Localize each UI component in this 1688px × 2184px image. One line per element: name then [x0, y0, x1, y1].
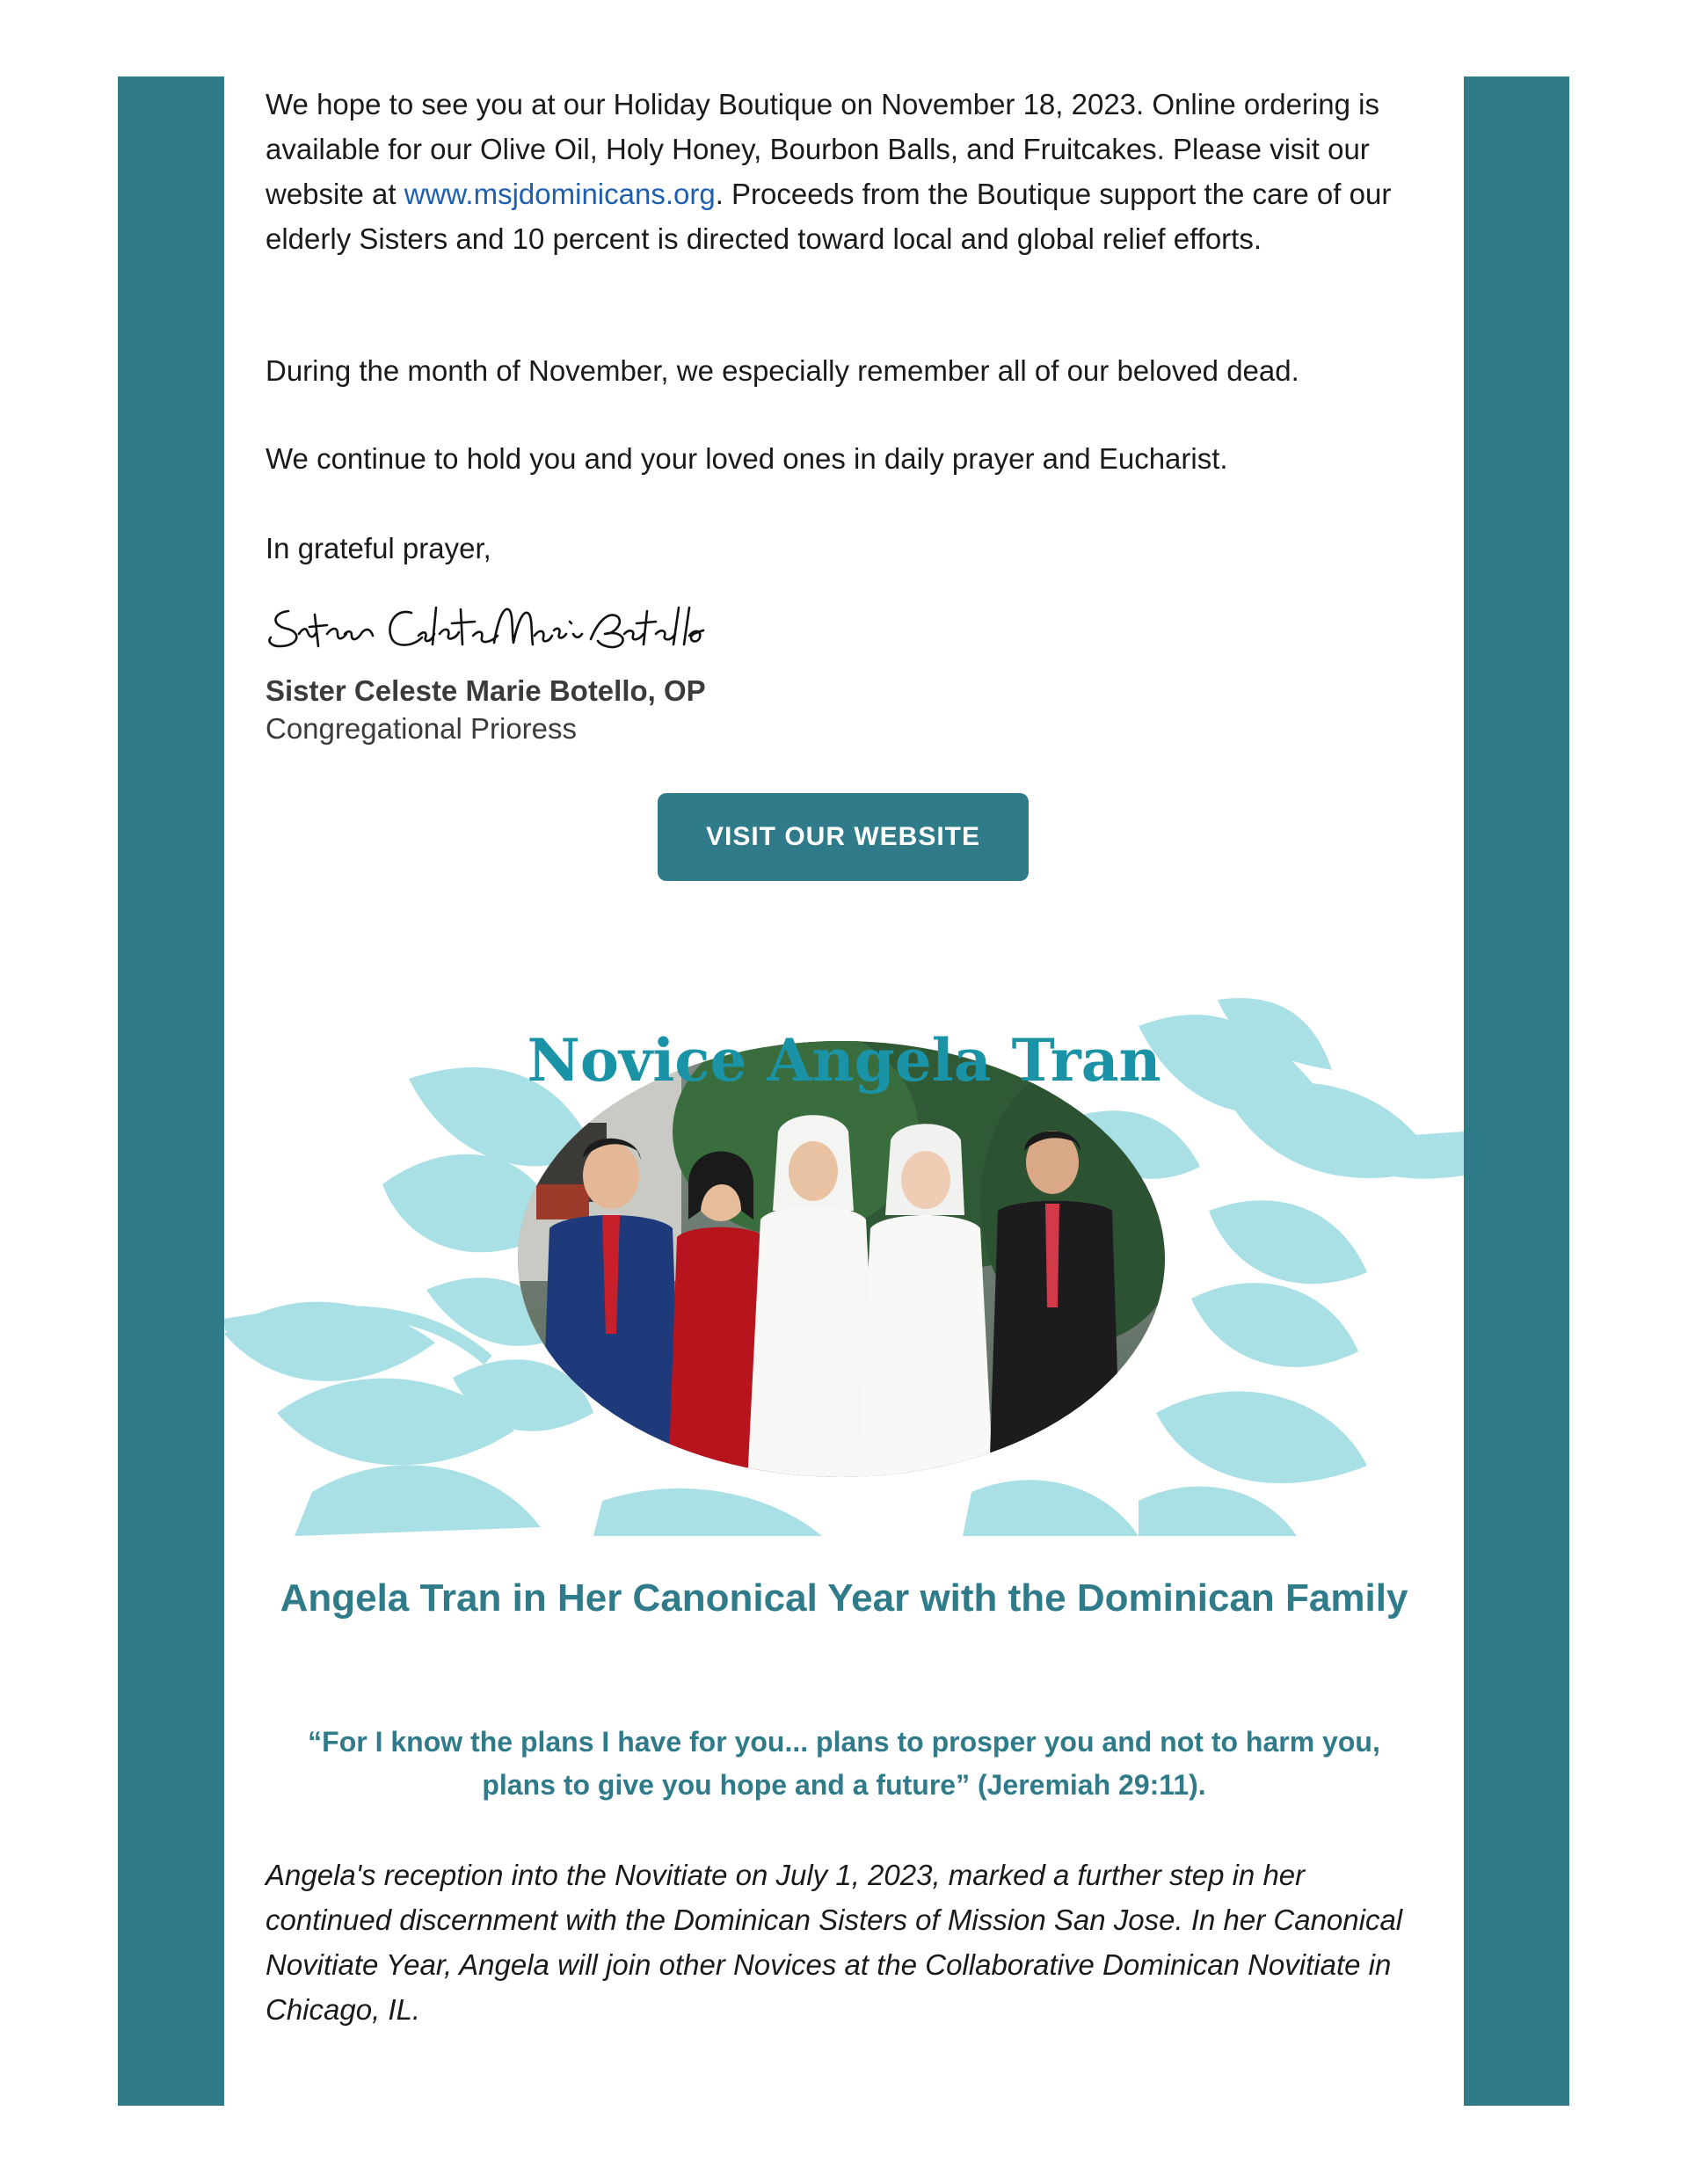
left-teal-border — [118, 76, 224, 2106]
article-body: Angela's reception into the Novitiate on July 1, 2023, marked a further step in her continued discernment with the Dominican Sisters of Mission San Jose. In her Canonical Novitiate Year, Angela will join other Novices at the Collaborative Dominican Novitiate in Chicago, IL. — [266, 1859, 1403, 2026]
handwritten-signature — [264, 595, 721, 666]
closing-line: In grateful prayer, — [266, 532, 491, 564]
remember-paragraph: During the month of November, we especially remember all of our beloved dead. — [266, 354, 1299, 387]
feature-banner — [224, 921, 1464, 1536]
boutique-paragraph — [266, 82, 1435, 261]
newsletter-content — [224, 76, 1464, 2106]
article-headline: Angela Tran in Her Canonical Year with the Dominican Family — [280, 1576, 1408, 1620]
visit-website-button[interactable]: VISIT OUR WEBSITE — [658, 793, 1029, 881]
scripture-quote: “For I know the plans I have for you... plans to prosper you and not to harm you, plans to give you hope and a future” (Jeremiah 29:11). — [308, 1726, 1380, 1801]
right-teal-border — [1464, 76, 1569, 2106]
boutique-text-start: We hope to see you at our Holiday Boutique on November 18, 2023. Online ordering is available for our Olive Oil, Holy Honey, Bourbon Balls, and Fruitcakes. Please visit our website at — [266, 88, 1380, 210]
signer-title: Congregational Prioress — [266, 712, 578, 745]
boutique-text-end: . Proceeds from the Boutique support the care of our elderly Sisters and 10 percent is directed toward local and global relief efforts. — [266, 178, 1392, 255]
signer-name: Sister Celeste Marie Botello, OP — [266, 674, 706, 707]
website-link[interactable]: www.msjdominicans.org — [404, 178, 716, 210]
feature-title: Novice Angela Tran — [527, 1026, 1161, 1095]
prayer-paragraph: We continue to hold you and your loved ones in daily prayer and Eucharist. — [266, 442, 1228, 475]
leaf-background — [224, 921, 1464, 1536]
